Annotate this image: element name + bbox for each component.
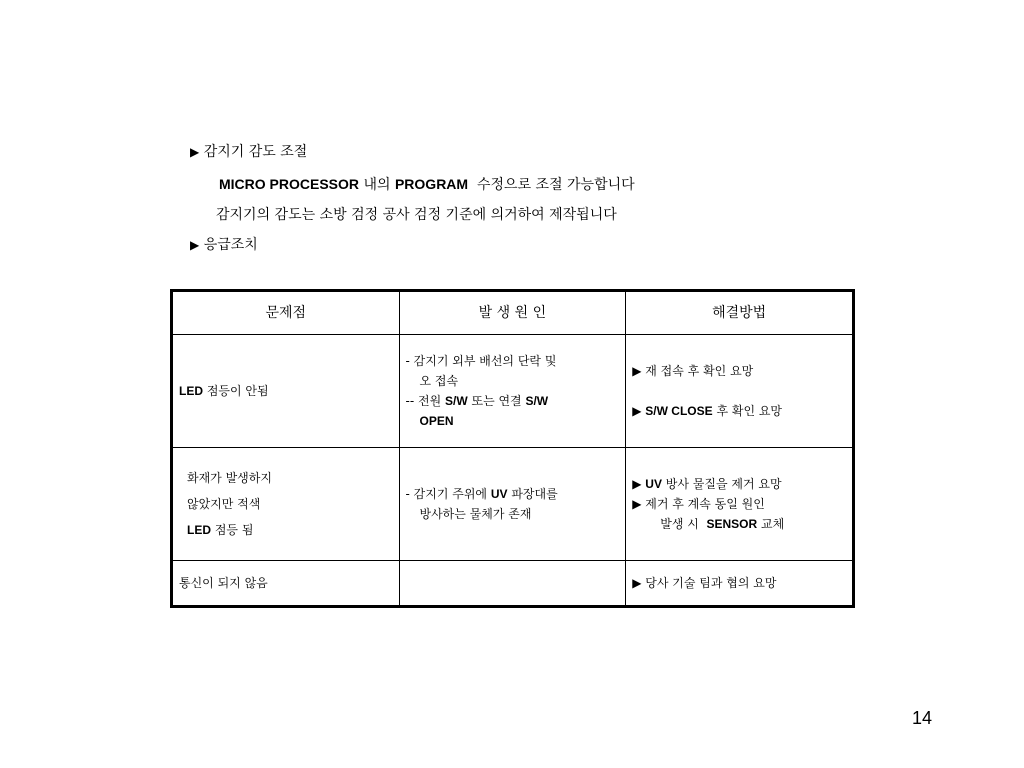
solution-line	[632, 514, 846, 534]
cause-prefix: -- 전원	[405, 394, 445, 408]
cause-prefix: - 감지기 주위에	[405, 487, 491, 501]
header-solution: 해결방법	[626, 291, 854, 335]
problem-line: 않았지만 적색	[187, 497, 261, 511]
cause-line: - 감지기 외부 배선의 단락 및	[405, 354, 557, 368]
cause-cell	[399, 335, 626, 448]
problem-line: 화재가 발생하지	[187, 471, 272, 485]
solution-line	[632, 474, 846, 494]
solution-text: 발생 시	[660, 517, 707, 531]
cause-cell	[399, 561, 626, 607]
table-header-row	[172, 291, 854, 335]
solution-line: ▶ 재 접속 후 확인 요망	[632, 364, 754, 378]
table-row	[172, 448, 854, 561]
problem-line	[187, 517, 393, 543]
cause-text: 파장대를	[507, 487, 558, 501]
cause-line	[406, 391, 620, 411]
cause-mid: 또는 연결	[467, 394, 526, 408]
cause-line: 오 접속	[419, 374, 459, 388]
led-text: LED	[179, 384, 203, 398]
uv-text: UV	[645, 477, 662, 491]
page-number: 14	[912, 708, 933, 728]
intro-line-program-text1: 내의	[359, 177, 395, 193]
solution-text: 교체	[757, 517, 785, 531]
micro-processor-text: MICRO PROCESSOR	[219, 176, 360, 192]
program-text: PROGRAM	[394, 176, 469, 192]
solution-cell	[626, 335, 854, 448]
triangle-bullet-icon: ▶	[190, 238, 200, 252]
solution-bullet: ▶	[632, 404, 646, 418]
heading-first-aid	[190, 236, 258, 254]
sensor-text: SENSOR	[706, 517, 758, 531]
solution-bullet: ▶	[632, 477, 646, 491]
solution-line: ▶ 제거 후 계속 동일 원인	[632, 497, 765, 511]
heading-sensitivity	[190, 143, 307, 161]
led-text: LED	[187, 523, 211, 537]
cause-line	[406, 484, 620, 504]
intro-section	[0, 0, 1024, 270]
heading-sensitivity-text: 감지기 감도 조절	[203, 144, 308, 160]
troubleshooting-table	[170, 289, 855, 608]
problem-cell	[172, 335, 400, 448]
table-row	[172, 335, 854, 448]
problem-cell	[172, 448, 400, 561]
problem-text: 점등이 안됨	[203, 384, 269, 398]
header-problem: 문제점	[172, 291, 400, 335]
table-row	[172, 561, 854, 607]
intro-line-program-text2: 수정으로 조절 가능합니다	[468, 177, 635, 193]
switch-text: S/W	[525, 394, 549, 408]
switch-close-text: S/W CLOSE	[645, 404, 713, 418]
solution-text: 후 확인 요망	[712, 404, 783, 418]
uv-text: UV	[490, 487, 508, 501]
problem-text: 점등 됨	[211, 523, 254, 537]
switch-text: S/W	[444, 394, 468, 408]
spacer	[632, 381, 846, 401]
solution-cell: ▶ 당사 기술 팀과 협의 요망	[626, 561, 854, 607]
triangle-bullet-icon: ▶	[190, 145, 200, 159]
problem-cell: 통신이 되지 않음	[172, 561, 400, 607]
cause-line: 방사하는 물체가 존재	[419, 507, 532, 521]
header-cause: 발 생 원 인	[399, 291, 626, 335]
solution-line	[632, 401, 846, 421]
cause-cell	[399, 448, 626, 561]
intro-line-program	[219, 175, 635, 194]
heading-first-aid-text: 응급조치	[203, 237, 258, 253]
solution-cell	[626, 448, 854, 561]
open-text: OPEN	[419, 414, 454, 428]
solution-text: 방사 물질을 제거 요망	[661, 477, 782, 491]
intro-line-standard: 감지기의 감도는 소방 검정 공사 검정 기준에 의거하여 제작됩니다	[216, 207, 617, 223]
